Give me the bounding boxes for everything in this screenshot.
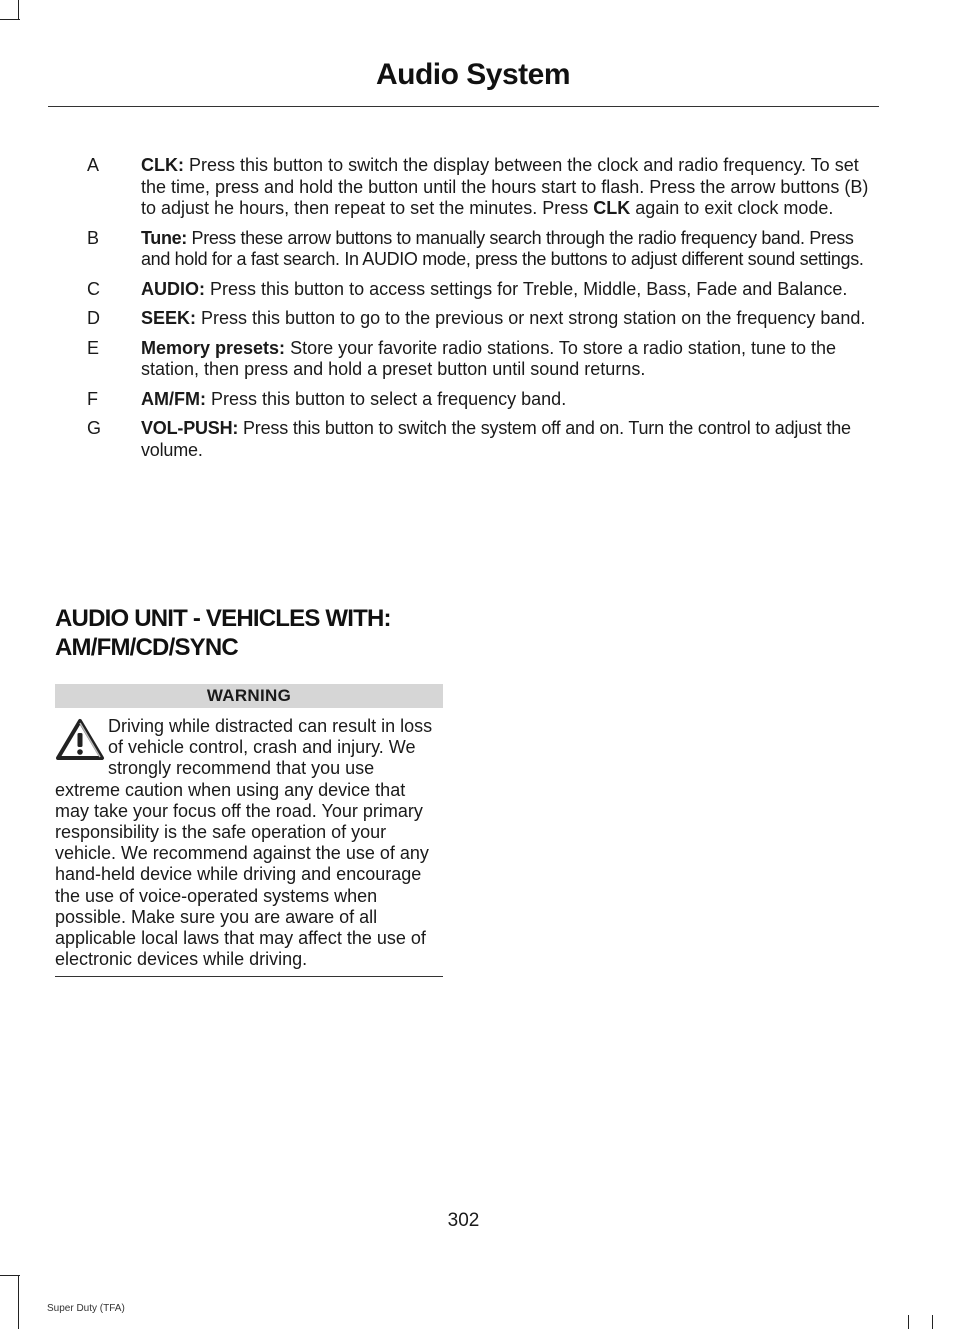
item-term: SEEK: <box>141 308 197 328</box>
section-heading-line: AUDIO UNIT - VEHICLES WITH: <box>55 605 391 632</box>
item-description: VOL-PUSH: Press this button to switch the system off and on. Turn the control to adjust the volume. <box>141 418 851 460</box>
warning-body <box>55 716 443 977</box>
section-heading-line: AM/FM/CD/SYNC <box>55 634 238 661</box>
list-item <box>55 279 870 301</box>
item-description: SEEK: Press this button to go to the previous or next strong station on the frequency band. <box>141 308 866 328</box>
warning-text: Driving while distracted can result in loss of vehicle control, crash and injury. We strongly recommend that you use extreme caution when using any device that may take your focus off the road. Your primary responsibility is the safe operation of your vehicle. We recommend against the use of any hand-held device while driving and encourage the use of voice-operated systems when possible. Make sure you are aware of all applicable local laws that may affect the use of electronic devices while driving. <box>55 716 433 970</box>
warning-triangle-icon <box>55 718 105 762</box>
item-description: AM/FM: Press this button to select a frequency band. <box>141 388 567 409</box>
title-divider <box>48 106 879 107</box>
list-item <box>55 155 870 220</box>
crop-mark <box>18 1275 19 1329</box>
footer-book-label: Super Duty (TFA) <box>47 1303 125 1314</box>
button-definition-list <box>55 155 870 469</box>
warning-label: WARNING <box>55 684 443 708</box>
item-term: AUDIO: <box>141 278 205 299</box>
item-key: E <box>87 337 100 358</box>
item-key: G <box>87 418 102 438</box>
item-term: VOL-PUSH: <box>141 418 239 438</box>
list-item <box>55 228 870 271</box>
item-description: Tune: Press these arrow buttons to manually search through the radio frequency band. Press and hold for a fast search. In AUDIO mode, press the buttons to adjust different sound settings. <box>141 227 864 269</box>
item-term: Tune: <box>141 227 187 248</box>
list-item <box>55 418 870 461</box>
item-key: F <box>87 388 98 409</box>
list-item <box>55 308 870 330</box>
crop-mark <box>0 1275 20 1276</box>
item-key: A <box>87 155 100 175</box>
crop-mark <box>932 1315 933 1329</box>
item-key: B <box>87 227 100 248</box>
list-item <box>55 338 870 381</box>
warning-box <box>55 684 443 977</box>
item-description: CLK: Press this button to switch the display between the clock and radio frequency. To set the time, press and hold the button until the hours start to flash. Press the arrow buttons (B) to adjust he hours, then repeat to set the minutes. Press CLK again to exit clock mode. <box>141 155 869 218</box>
crop-mark <box>908 1315 909 1329</box>
item-term: Memory presets: <box>141 337 286 358</box>
item-key: D <box>87 308 100 328</box>
crop-mark <box>18 0 19 20</box>
item-key: C <box>87 278 100 299</box>
section-heading <box>55 604 455 662</box>
item-description: AUDIO: Press this button to access settings for Treble, Middle, Bass, Fade and Balance. <box>141 278 848 299</box>
item-term: AM/FM: <box>141 388 206 409</box>
page-number: 302 <box>447 1210 480 1231</box>
crop-mark <box>0 19 20 20</box>
item-term: CLK: <box>141 155 184 175</box>
page-title: Audio System <box>375 58 570 91</box>
list-item <box>55 389 870 411</box>
item-description: Memory presets: Store your favorite radio stations. To store a radio station, tune to the station, then press and hold a preset button until sound returns. <box>141 337 837 379</box>
